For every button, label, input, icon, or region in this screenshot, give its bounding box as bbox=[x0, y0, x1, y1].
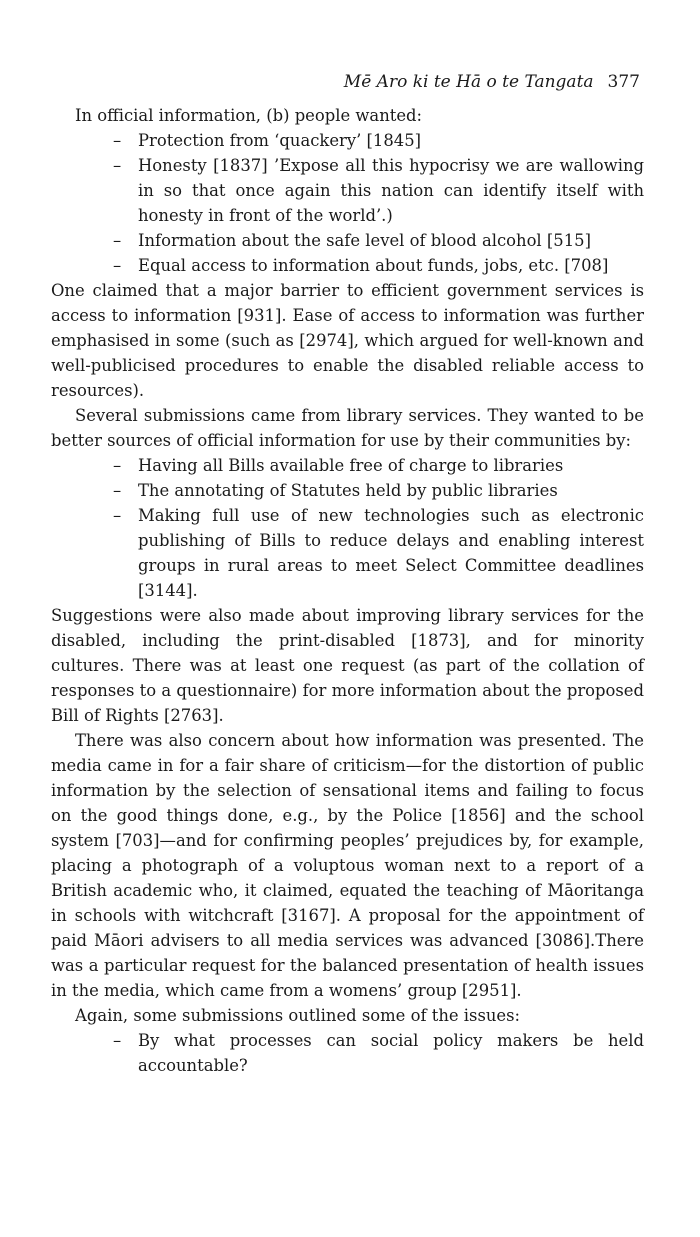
paragraph: There was also concern about how information was presented. The media came in for a fair share of criticism—for the distortion of public information by the selection of sensational items and failing to focus on the good things done, e.g., by the Police [1856] and the school system [703]—and for confirming peoples’ prejudices by, for example, placing a photograph of a voluptous woman next to a report of a British academic who, it claimed, equated the teaching of Māoritanga in schools with witchcraft [3167]. A proposal for the appointment of paid Māori advisers to all media services was advanced [3086].There was a particular request for the balanced presentation of health issues in the media, which came from a womens’ group [2951]. bbox=[51, 731, 644, 1000]
list-item: – Information about the safe level of blood alcohol [515] bbox=[113, 228, 644, 253]
list-item: – Making full use of new technologies such as electronic publishing of Bills to reduce delays and enabling interest groups in rural areas to meet Select Committee deadlines [3144]. bbox=[113, 503, 644, 603]
paragraph: Suggestions were also made about improving library services for the disabled, including the print-disabled [1873], and for minority cultures. There was at least one request (as part of the collation of responses to a questionnaire) for more information about the proposed Bill of Rights [2763]. bbox=[51, 606, 644, 725]
list-item: – Protection from ‘quackery’ [1845] bbox=[113, 128, 644, 153]
list-item: – The annotating of Statutes held by public libraries bbox=[113, 478, 644, 503]
paragraph: Several submissions came from library services. They wanted to be better sources of official information for use by their communities by: bbox=[51, 406, 644, 450]
list-item: – Equal access to information about funds, jobs, etc. [708] bbox=[113, 253, 644, 278]
list-item: – By what processes can social policy makers be held accountable? bbox=[113, 1028, 644, 1078]
running-title: Mē Aro ki te Hā o te Tangata bbox=[343, 72, 594, 92]
list-item: – Having all Bills available free of charge to libraries bbox=[113, 453, 644, 478]
paragraph: Again, some submissions outlined some of the issues: bbox=[75, 1006, 521, 1025]
page-number: 377 bbox=[607, 72, 640, 92]
dash-list bbox=[51, 453, 644, 603]
list-item: – Honesty [1837] ’Expose all this hypocrisy we are wallowing in so that once again this nation can identify itself with honesty in front of the world’.) bbox=[113, 153, 644, 228]
dash-list bbox=[51, 128, 644, 278]
running-header bbox=[51, 70, 644, 95]
dash-list bbox=[51, 1028, 644, 1078]
paragraph: One claimed that a major barrier to efficient government services is access to information [931]. Ease of access to information was further emphasised in some (such as [2974], which argued for well-known and well-publicised procedures to enable the disabled reliable access to resources). bbox=[51, 281, 644, 400]
paragraph: In official information, (b) people wanted: bbox=[75, 106, 423, 125]
